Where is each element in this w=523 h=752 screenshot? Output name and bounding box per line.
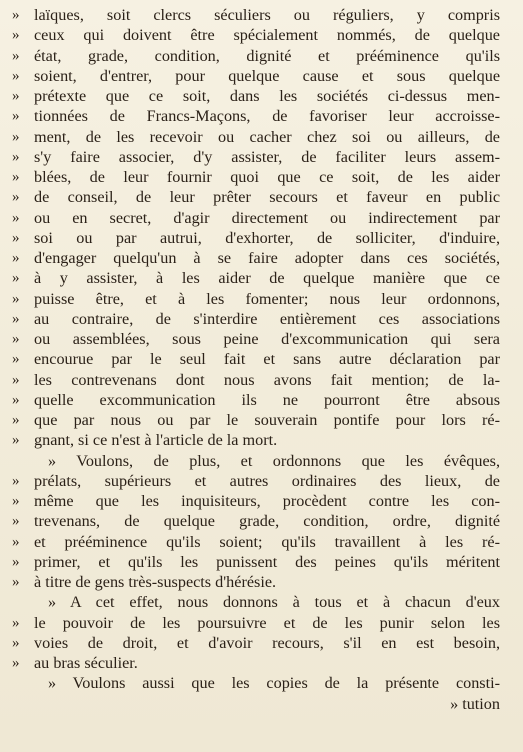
quote-mark: » — [12, 553, 20, 570]
quote-mark: » — [12, 351, 20, 368]
quote-mark: » — [12, 310, 20, 327]
line-text: les contrevenans dont nous avons fait mention; de la- — [34, 370, 500, 389]
line-text: » tution — [450, 694, 500, 713]
line-text: voies de droit, et d'avoir recours, s'il en est besoin, — [34, 633, 500, 652]
quote-mark: » — [12, 391, 20, 408]
quote-mark: » — [12, 148, 20, 165]
line-text: état, grade, condition, dignité et prééminence qu'ils — [34, 46, 500, 65]
line-text: ou en secret, d'agir directement ou indirectement par — [34, 208, 500, 227]
quote-mark: » — [12, 108, 20, 125]
quote-mark: » — [12, 7, 20, 23]
quote-mark: » — [12, 290, 20, 307]
quote-mark: » — [12, 67, 20, 84]
quote-mark: » — [12, 371, 20, 388]
line-text: s'y faire associer, d'y assister, de faciliter leurs assem- — [34, 147, 500, 166]
line-text: » Voulons, de plus, et ordonnons que les évêques, — [48, 451, 500, 470]
line-text: à titre de gens très-suspects d'hérésie. — [34, 573, 277, 591]
quote-mark: » — [12, 331, 20, 347]
line-text: primer, et qu'ils les punissent des peines qu'ils méritent — [34, 552, 500, 571]
line-text: » A cet effet, nous donnons à tous et à chacun d'eux — [48, 593, 500, 612]
line-text: de conseil, de leur prêter secours et faveur en public — [34, 188, 500, 207]
line-text: soi ou par autrui, d'exhorter, de solliciter, d'induire, — [34, 228, 500, 247]
line-text: prétexte que ce soit, dans les sociétés ci-dessus men- — [34, 87, 500, 105]
line-text: ceux qui doivent être spécialement nommés, de quelque — [34, 26, 500, 45]
line-text: » Voulons aussi que les copies de la présente consti- — [48, 674, 500, 693]
line-text: à y assister, à les aider de quelque manière que ce — [34, 269, 500, 288]
quote-mark: » — [12, 655, 20, 671]
quote-mark: » — [12, 513, 20, 530]
quote-mark: » — [12, 432, 20, 449]
line-text: quelle excommunication ils ne pourront être absous — [34, 390, 500, 409]
quote-mark: » — [12, 88, 20, 104]
line-text: soient, d'entrer, pour quelque cause et sous quelque — [34, 66, 500, 85]
line-text: gnant, si ce n'est à l'article de la mort. — [34, 431, 278, 450]
line-text: ou assemblées, sous peine d'excommunication qui sera — [34, 330, 500, 348]
line-text: trevenans, de quelque grade, condition, ordre, dignité — [34, 512, 500, 531]
quote-mark: » — [12, 270, 20, 287]
line-text: que par nous ou par le souverain pontife pour lors ré- — [34, 411, 500, 429]
line-text: prélats, supérieurs et autres ordinaires des lieux, de — [34, 471, 500, 490]
quote-mark: » — [12, 533, 20, 550]
line-text: encourue par le seul fait et sans autre déclaration par — [34, 350, 500, 369]
quote-mark: » — [12, 250, 20, 266]
quote-mark: » — [12, 229, 20, 246]
quote-mark: » — [12, 493, 20, 509]
line-text: au contraire, de s'interdire entièrement ces associations — [34, 309, 500, 328]
quote-mark: » — [12, 169, 20, 185]
quote-mark: » — [12, 209, 20, 226]
quote-mark: » — [12, 128, 20, 145]
line-text: le pouvoir de les poursuivre et de les punir selon les — [34, 613, 500, 632]
quote-mark: » — [12, 412, 20, 428]
quote-mark: » — [12, 27, 20, 44]
line-text: tionnées de Francs-Maçons, de favoriser leur accroisse- — [34, 107, 500, 126]
line-text: au bras séculier. — [34, 654, 138, 672]
quote-mark: » — [12, 574, 20, 590]
line-text: d'engager quelqu'un à se faire adopter dans ces sociétés, — [34, 249, 500, 267]
line-text: laïques, soit clercs séculiers ou réguliers, y compris — [34, 6, 500, 24]
line-text: puisse être, et à les fomenter; nous leur ordonnons, — [34, 289, 500, 308]
line-text: et prééminence qu'ils soient; qu'ils travaillent à les ré- — [34, 532, 500, 551]
quote-mark: » — [12, 189, 20, 206]
quote-mark: » — [12, 472, 20, 489]
text-line — [12, 693, 500, 717]
quote-mark: » — [12, 634, 20, 651]
quote-mark: » — [12, 47, 20, 64]
line-text: même que les inquisiteurs, procèdent contre les con- — [34, 492, 500, 510]
line-text: blées, de leur fournir quoi que ce soit, de les aider — [34, 168, 500, 186]
line-text: ment, de les recevoir ou cacher chez soi ou ailleurs, de — [34, 127, 500, 146]
quote-mark: » — [12, 614, 20, 631]
